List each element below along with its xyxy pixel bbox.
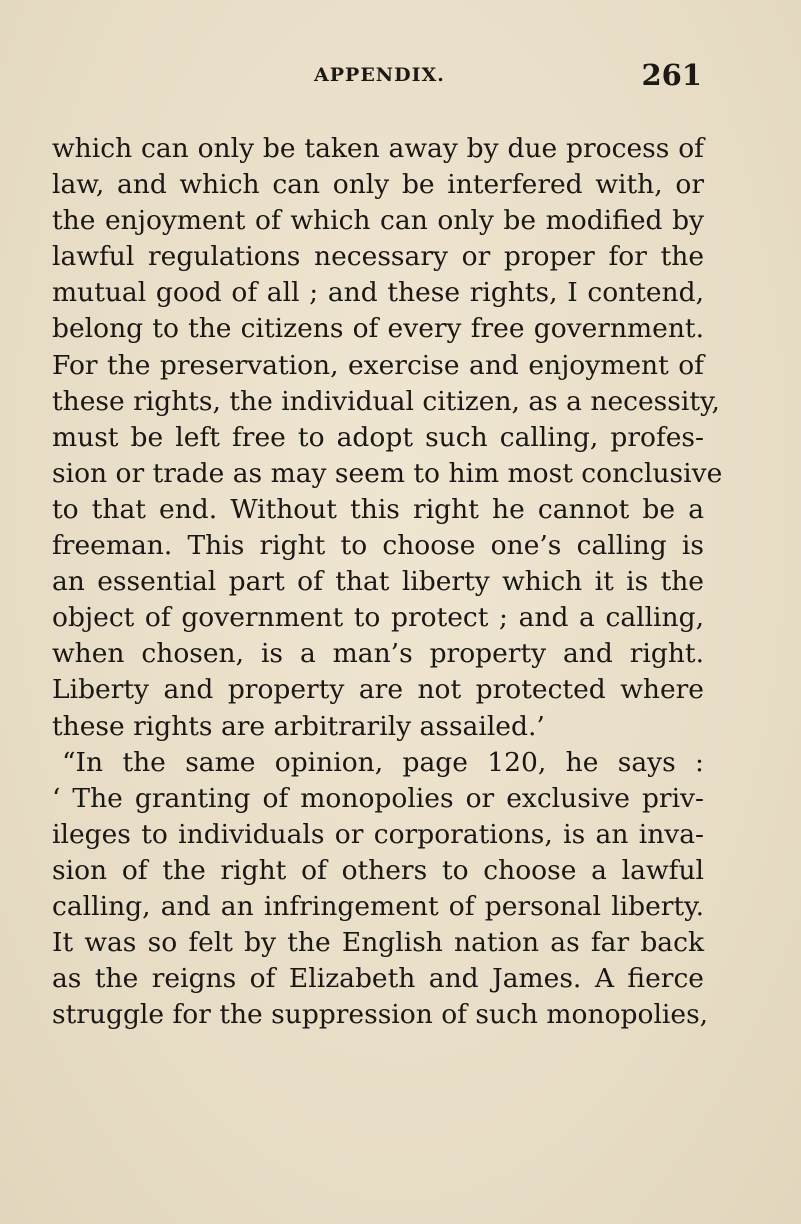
text-line: sion of the right of others to choose a lawful bbox=[52, 854, 704, 886]
text-line: For the preservation, exercise and enjoyment of bbox=[52, 349, 704, 381]
text-line: freeman. This right to choose one’s calling is bbox=[52, 530, 704, 562]
text-line: law, and which can only be interfered with, or bbox=[52, 169, 704, 201]
text-line: “In the same opinion, page 120, he says : bbox=[62, 746, 704, 778]
text-line: an essential part of that liberty which it is the bbox=[52, 566, 704, 598]
text-line: sion or trade as may seem to him most conclusive bbox=[52, 457, 723, 489]
text-line: the enjoyment of which can only be modified by bbox=[52, 205, 704, 237]
text-line: It was so felt by the English nation as far back bbox=[52, 927, 704, 959]
text-line: ‘ The granting of monopolies or exclusive priv- bbox=[52, 782, 704, 814]
text-line: object of government to protect ; and a calling, bbox=[52, 602, 704, 634]
text-line: calling, and an infringement of personal liberty. bbox=[52, 890, 704, 922]
text-line: mutual good of all ; and these rights, I contend, bbox=[52, 277, 704, 309]
text-line: Liberty and property are not protected where bbox=[52, 674, 704, 706]
text-line: belong to the citizens of every free government. bbox=[52, 313, 704, 345]
page-header bbox=[52, 58, 702, 98]
running-head: APPENDIX. bbox=[314, 64, 445, 86]
text-line: lawful regulations necessary or proper for the bbox=[52, 241, 704, 273]
text-line: these rights, the individual citizen, as a necessity, bbox=[52, 385, 720, 417]
page-number: 261 bbox=[641, 58, 702, 92]
text-line: when chosen, is a man’s property and right. bbox=[52, 638, 704, 670]
text-line: must be left free to adopt such calling, profes- bbox=[52, 421, 704, 453]
text-line: to that end. Without this right he cannot be a bbox=[52, 493, 704, 525]
text-line: struggle for the suppression of such monopolies, bbox=[52, 999, 709, 1031]
text-line: as the reigns of Elizabeth and James. A fierce bbox=[52, 963, 704, 995]
text-line: ileges to individuals or corporations, is an inva- bbox=[52, 818, 704, 850]
text-line: which can only be taken away by due process of bbox=[52, 133, 704, 164]
text-line: these rights are arbitrarily assailed.’ bbox=[52, 710, 545, 742]
body-text bbox=[52, 131, 723, 1033]
